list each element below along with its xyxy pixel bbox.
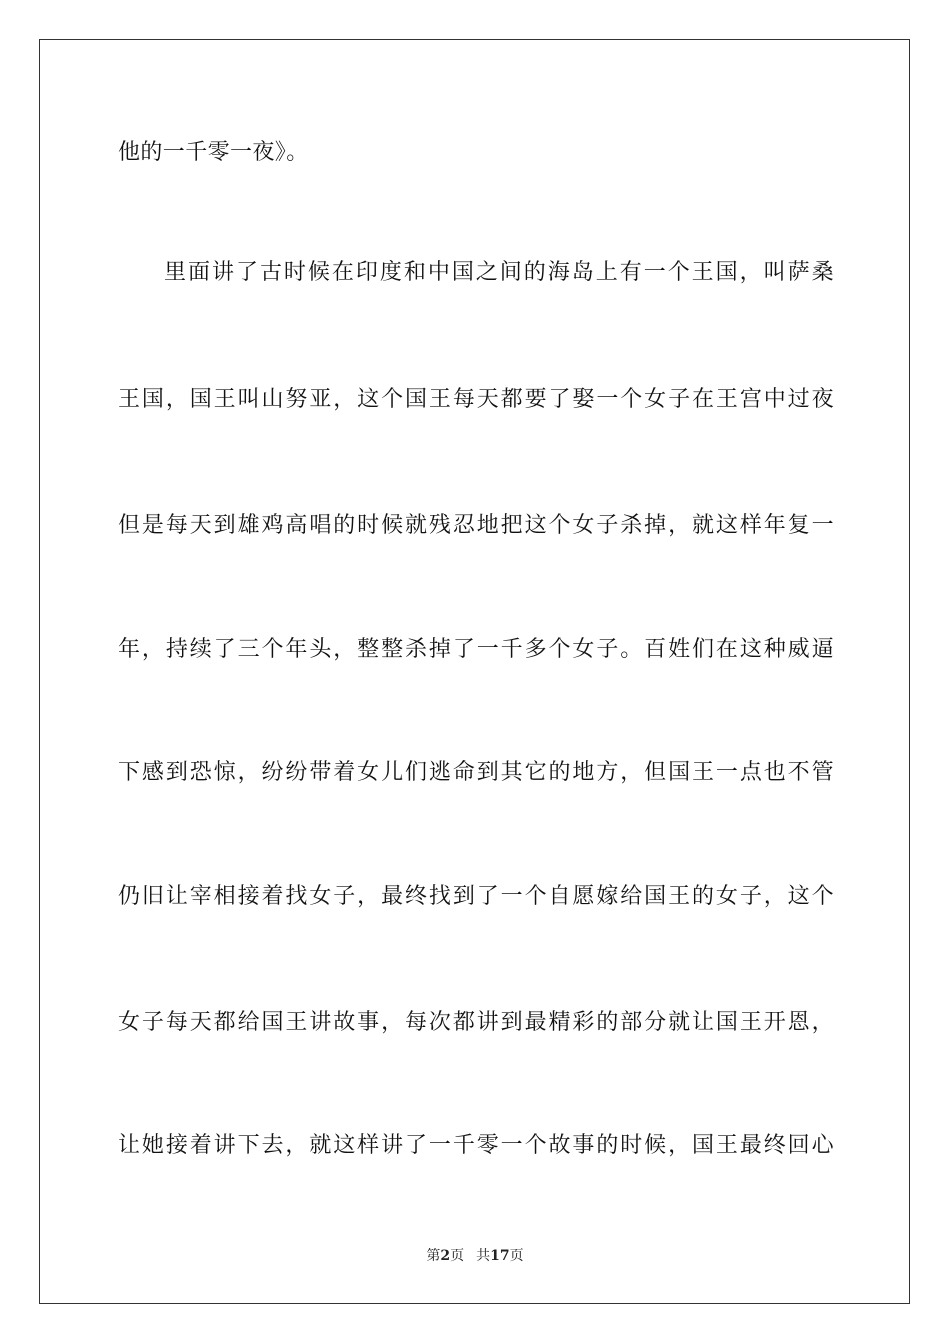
page-footer <box>0 1247 950 1265</box>
page-suffix: 页 <box>450 1248 465 1264</box>
text-line-6: 下感到恐惊，纷纷带着女儿们逃命到其它的地方，但国王一点也不管 <box>118 760 834 785</box>
page-border <box>39 39 910 1304</box>
text-line-4: 但是每天到雄鸡高唱的时候就残忍地把这个女子杀掉，就这样年复一 <box>118 513 834 538</box>
text-line-1: 他的一千零一夜》。 <box>118 140 309 165</box>
total-suffix: 页 <box>509 1248 524 1264</box>
text-line-2: 里面讲了古时候在印度和中国之间的海岛上有一个王国，叫萨桑 <box>164 260 834 285</box>
text-line-5: 年，持续了三个年头，整整杀掉了一千多个女子。百姓们在这种威逼 <box>118 637 834 662</box>
total-prefix: 共 <box>476 1248 491 1264</box>
text-line-3: 王国，国王叫山努亚，这个国王每天都要了娶一个女子在王宫中过夜 <box>118 387 834 412</box>
total-pages: 17 <box>490 1248 510 1264</box>
page-number: 2 <box>440 1248 451 1264</box>
page-prefix: 第 <box>426 1248 441 1264</box>
text-line-8: 女子每天都给国王讲故事，每次都讲到最精彩的部分就让国王开恩， <box>118 1010 834 1035</box>
text-line-9: 让她接着讲下去，就这样讲了一千零一个故事的时候，国王最终回心 <box>118 1133 834 1158</box>
text-line-7: 仍旧让宰相接着找女子，最终找到了一个自愿嫁给国王的女子，这个 <box>118 884 834 909</box>
